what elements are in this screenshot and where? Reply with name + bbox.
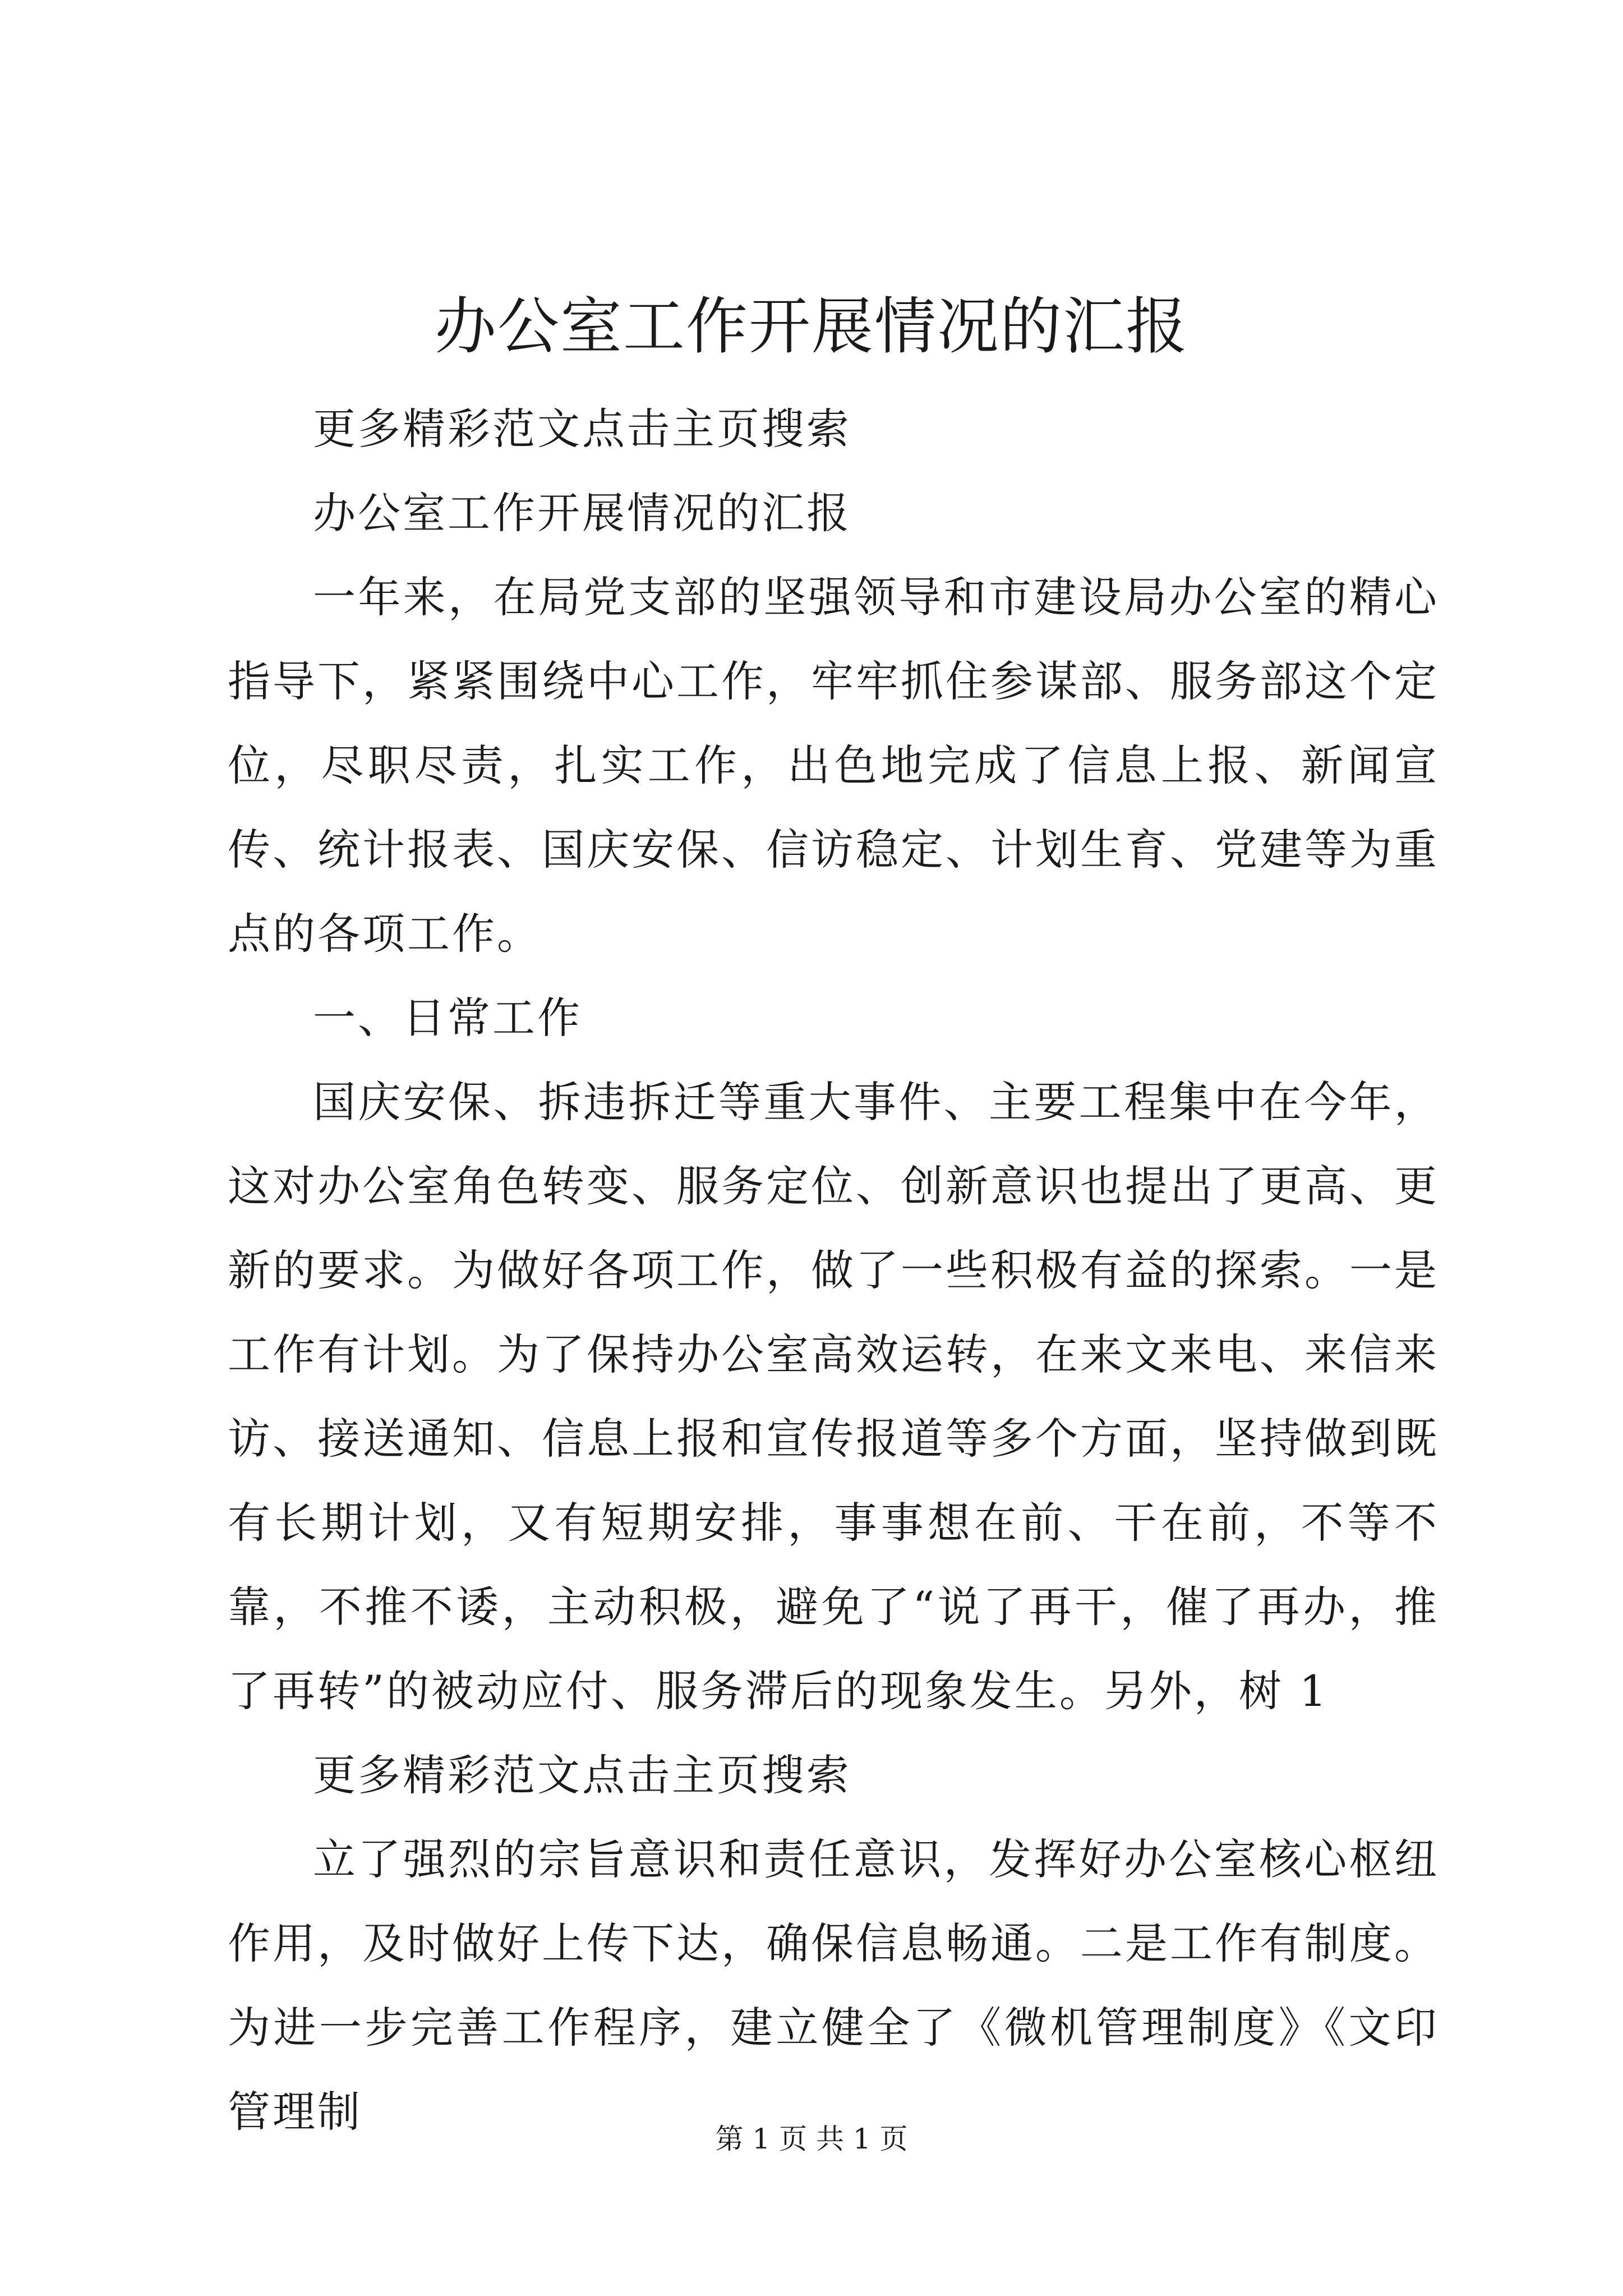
paragraph-intro: 一年来，在局党支部的坚强领导和市建设局办公室的精心指导下，紧紧围绕中心工作，牢牢抓住参谋部、服务部这个定位，尽职尽责，扎实工作，出色地完成了信息上报、新闻宣传、统计报表、国庆安保、信访稳定、计划生育、党建等为重点的各项工作。 [228,572,1439,959]
document-body [228,387,1439,2154]
paragraph-promo: 更多精彩范文点击主页搜索 [313,404,851,454]
paragraph-subtitle: 办公室工作开展情况的汇报 [313,488,851,538]
paragraph-daily-work: 国庆安保、拆违拆迁等重大事件、主要工程集中在今年，这对办公室角色转变、服务定位、创新意识也提出了更高、更新的要求。为做好各项工作，做了一些积极有益的探索。一是工作有计划。为了保持办公室高效运转，在来文来电、来信来访、接送通知、信息上报和宣传报道等多个方面，坚持做到既有长期计划，又有短期安排，事事想在前、干在前，不等不靠，不推不诿，主动积极，避免了“说了再干，催了再办，推了再转”的被动应付、服务滞后的现象发生。另外，树 1 [228,1077,1439,1716]
paragraph-promo-2: 更多精彩范文点击主页搜索 [313,1750,851,1800]
page-footer: 第 1 页 共 1 页 [715,2123,908,2155]
section-heading: 一、日常工作 [313,993,582,1043]
document-title: 办公室工作开展情况的汇报 [435,291,1188,362]
paragraph-continued: 立了强烈的宗旨意识和责任意识，发挥好办公室核心枢纽作用，及时做好上传下达，确保信息畅通。二是工作有制度。为进一步完善工作程序，建立健全了《微机管理制度》《文印管理制 [228,1834,1439,2137]
